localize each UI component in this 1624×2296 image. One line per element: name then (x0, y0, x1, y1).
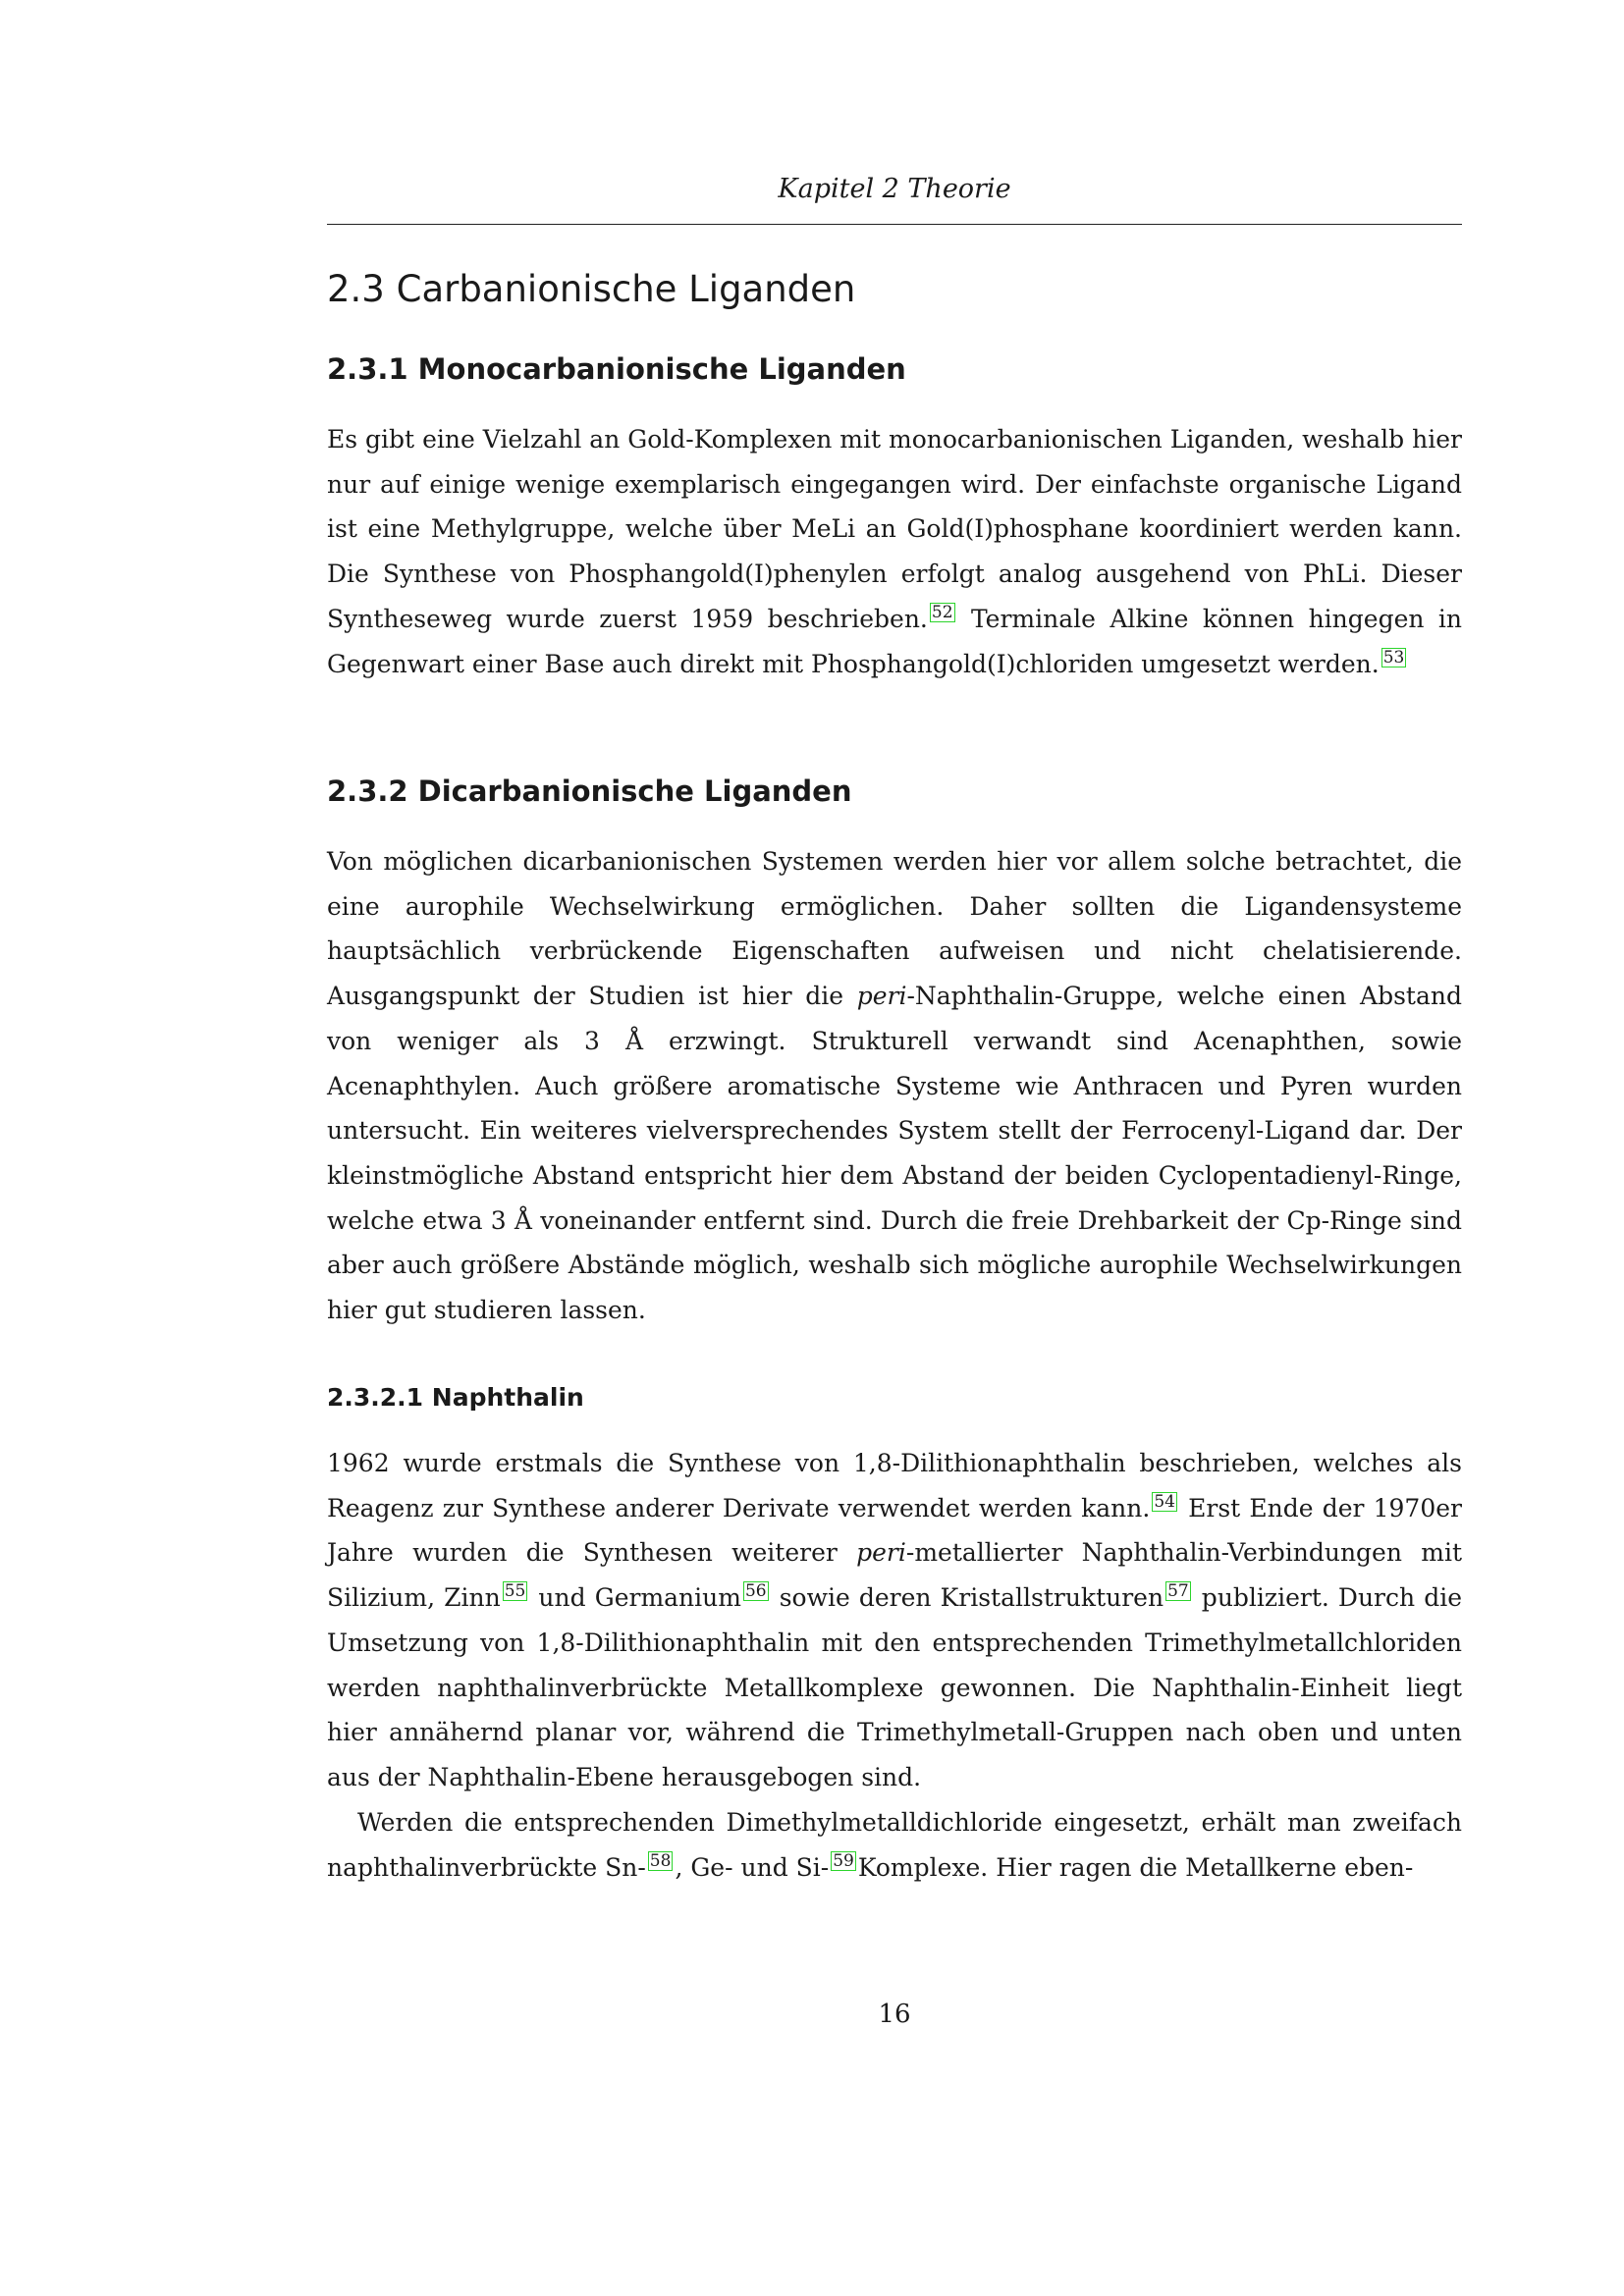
text-run: Erst Ende der 1970er Jahre wurden die Synthesen weiterer (327, 1493, 1462, 1568)
section-title: 2.3 Carbanionische Liganden (327, 268, 856, 310)
citation-link[interactable]: 52 (931, 602, 953, 622)
text-run: Komplexe. Hier ragen die Metallkerne eben- (857, 1852, 1414, 1882)
citation-link[interactable]: 59 (833, 1850, 854, 1871)
text-run: publiziert. Durch die Umsetzung von 1,8-Dilithionaphthalin mit den entsprechenden Trimethylmetallchloriden werden naphthalinverbrückte Metallkomplexe gewonnen. Die Naphthalin-Einheit liegt hier annähernd planar vor, während die Trimethylmetall-Gruppen nach oben und unten aus der Naphthalin-Ebene herausgebogen sind. (327, 1583, 1462, 1791)
emphasis: peri (856, 1538, 906, 1568)
emphasis: peri (856, 982, 907, 1011)
subsection-title-dicarbanionic: 2.3.2 Dicarbanionische Liganden (327, 774, 852, 808)
citation-link[interactable]: 57 (1167, 1581, 1189, 1602)
text-run: Werden die entsprechenden Dimethylmetalldichloride eingesetzt, erhält man zweifach naphthalinverbrückte Sn- (327, 1808, 1462, 1882)
citation-link[interactable]: 54 (1154, 1491, 1175, 1512)
paragraph-naphthalin-1 (327, 1441, 1462, 1800)
citation-link[interactable]: 55 (504, 1581, 526, 1602)
text-run: Von möglichen dicarbanionischen Systemen werden hier vor allem solche betrachtet, die eine aurophile Wechselwirkung ermöglichen. Daher sollten die Ligandensysteme hauptsächlich verbrückende Eigenschaften aufweisen und nicht chelatisierende. Ausgangspunkt der Studien ist hier die (327, 847, 1462, 1011)
paragraph-naphthalin-2 (327, 1800, 1462, 1890)
text-run: -Naphthalin-Gruppe, welche einen Abstand von weniger als 3 Å erzwingt. Strukturell verwandt sind Acenaphthen, sowie Acenaphthylen. Auch größere aromatische Systeme wie Anthracen und Pyren wurden untersucht. Ein weiteres vielversprechendes System stellt der Ferrocenyl-Ligand dar. Der kleinstmögliche Abstand entspricht hier dem Abstand der beiden Cyclopentadienyl-Ringe, welche etwa 3 Å voneinander entfernt sind. Durch die freie Drehbarkeit der Cp-Ringe sind aber auch größere Abstände möglich, weshalb sich mögliche aurophile Wechselwirkungen hier gut studieren lassen. (327, 982, 1462, 1325)
running-header: Kapitel 2 Theorie (778, 174, 1011, 204)
text-run: , Ge- und Si- (675, 1852, 830, 1882)
text-run: Es gibt eine Vielzahl an Gold-Komplexen mit monocarbanionischen Liganden, weshalb hier nur auf einige wenige exemplarisch eingegangen wird. Der einfachste organische Ligand ist eine Methylgruppe, welche über MeLi an Gold(I)phosphane koordiniert werden kann. Die Synthese von Phosphangold(I)phenylen erfolgt analog ausgehend von PhLi. Dieser Syntheseweg wurde zuerst 1959 beschrieben. (327, 425, 1462, 633)
text-run: Terminale Alkine können hingegen in Gegenwart einer Base auch direkt mit Phosphangold(I)chloriden umgesetzt werden. (327, 604, 1462, 678)
text-run: -metallierter Naphthalin-Verbindungen mit Silizium, Zinn (327, 1538, 1462, 1613)
subsubsection-title-naphthalin: 2.3.2.1 Naphthalin (327, 1383, 584, 1412)
citation-link[interactable]: 56 (744, 1581, 767, 1602)
paragraph-monocarbanionic (327, 417, 1462, 686)
citation-link[interactable]: 53 (1382, 647, 1405, 667)
header-rule (327, 224, 1462, 225)
text-run: und Germanium (529, 1583, 741, 1613)
text-run: 1962 wurde erstmals die Synthese von 1,8-Dilithionaphthalin beschrieben, welches als Reagenz zur Synthese anderer Derivate verwendet werden kann. (327, 1449, 1462, 1522)
paragraph-dicarbanionic (327, 839, 1462, 1333)
text-run: sowie deren Kristallstrukturen (770, 1583, 1164, 1613)
citation-link[interactable]: 58 (649, 1850, 672, 1871)
page-number: 16 (878, 2000, 911, 2029)
subsection-title-monocarbanionic: 2.3.1 Monocarbanionische Liganden (327, 352, 906, 386)
